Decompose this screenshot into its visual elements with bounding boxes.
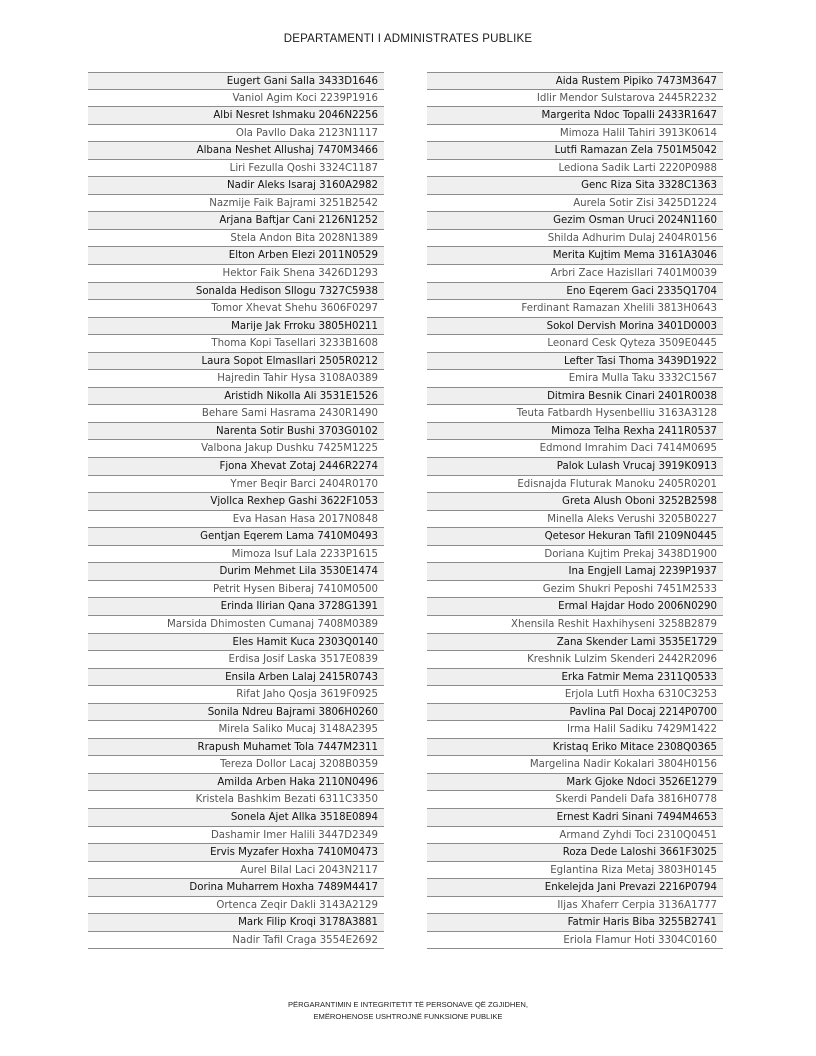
- list-item: Rrapush Muhamet Tola 7447M2311: [88, 739, 384, 757]
- list-item: Erka Fatmir Mema 2311Q0533: [427, 669, 723, 687]
- right-name-column: [427, 72, 723, 949]
- list-item: Hektor Faik Shena 3426D1293: [88, 265, 384, 283]
- list-item: Erjola Lutfi Hoxha 6310C3253: [427, 686, 723, 704]
- list-item: Eva Hasan Hasa 2017N0848: [88, 511, 384, 529]
- list-item: Ermal Hajdar Hodo 2006N0290: [427, 598, 723, 616]
- list-item: Behare Sami Hasrama 2430R1490: [88, 405, 384, 423]
- list-item: Marije Jak Frroku 3805H0211: [88, 318, 384, 336]
- list-item: Ina Engjell Lamaj 2239P1937: [427, 563, 723, 581]
- list-item: Narenta Sotir Bushi 3703G0102: [88, 423, 384, 441]
- list-item: Kristaq Eriko Mitace 2308Q0365: [427, 739, 723, 757]
- list-item: Lediona Sadik Larti 2220P0988: [427, 160, 723, 178]
- list-item: Eno Eqerem Gaci 2335Q1704: [427, 283, 723, 301]
- list-item: Albi Nesret Ishmaku 2046N2256: [88, 107, 384, 125]
- list-item: Greta Alush Oboni 3252B2598: [427, 493, 723, 511]
- list-item: Eglantina Riza Metaj 3803H0145: [427, 862, 723, 880]
- list-item: Margerita Ndoc Topalli 2433R1647: [427, 107, 723, 125]
- list-item: Ervis Myzafer Hoxha 7410M0473: [88, 844, 384, 862]
- list-item: Thoma Kopi Tasellari 3233B1608: [88, 335, 384, 353]
- list-item: Enkelejda Jani Prevazi 2216P0794: [427, 879, 723, 897]
- list-item: Lefter Tasi Thoma 3439D1922: [427, 353, 723, 371]
- list-item: Hajredin Tahir Hysa 3108A0389: [88, 370, 384, 388]
- list-item: Durim Mehmet Lila 3530E1474: [88, 563, 384, 581]
- list-item: Kreshnik Lulzim Skenderi 2442R2096: [427, 651, 723, 669]
- list-item: Valbona Jakup Dushku 7425M1225: [88, 440, 384, 458]
- list-item: Sonalda Hedison Sllogu 7327C5938: [88, 283, 384, 301]
- list-item: Nadir Aleks Isaraj 3160A2982: [88, 177, 384, 195]
- list-item: Aurel Bilal Laci 2043N2117: [88, 862, 384, 880]
- list-item: Vaniol Agim Koci 2239P1916: [88, 90, 384, 108]
- list-item: Elton Arben Elezi 2011N0529: [88, 247, 384, 265]
- list-item: Nadir Tafil Craga 3554E2692: [88, 932, 384, 950]
- list-item: Ymer Beqir Barci 2404R0170: [88, 476, 384, 494]
- list-item: Ernest Kadri Sinani 7494M4653: [427, 809, 723, 827]
- list-item: Fatmir Haris Biba 3255B2741: [427, 914, 723, 932]
- list-item: Aristidh Nikolla Ali 3531E1526: [88, 388, 384, 406]
- list-item: Ditmira Besnik Cinari 2401R0038: [427, 388, 723, 406]
- list-item: Lutfi Ramazan Zela 7501M5042: [427, 142, 723, 160]
- page-title: DEPARTAMENTI I ADMINISTRATES PUBLIKE: [283, 33, 533, 45]
- list-item: Minella Aleks Verushi 3205B0227: [427, 511, 723, 529]
- list-item: Palok Lulash Vrucaj 3919K0913: [427, 458, 723, 476]
- list-item: Doriana Kujtim Prekaj 3438D1900: [427, 546, 723, 564]
- list-item: Armand Zyhdi Toci 2310Q0451: [427, 827, 723, 845]
- list-item: Stela Andon Bita 2028N1389: [88, 230, 384, 248]
- list-item: Fjona Xhevat Zotaj 2446R2274: [88, 458, 384, 476]
- list-item: Gentjan Eqerem Lama 7410M0493: [88, 528, 384, 546]
- list-item: Zana Skender Lami 3535E1729: [427, 634, 723, 652]
- list-item: Vjollca Rexhep Gashi 3622F1053: [88, 493, 384, 511]
- list-item: Mirela Saliko Mucaj 3148A2395: [88, 721, 384, 739]
- list-item: Petrit Hysen Biberaj 7410M0500: [88, 581, 384, 599]
- list-item: Genc Riza Sita 3328C1363: [427, 177, 723, 195]
- list-item: Ensila Arben Lalaj 2415R0743: [88, 669, 384, 687]
- list-item: Dorina Muharrem Hoxha 7489M4417: [88, 879, 384, 897]
- list-item: Emira Mulla Taku 3332C1567: [427, 370, 723, 388]
- list-item: Mark Filip Kroqi 3178A3881: [88, 914, 384, 932]
- list-item: Ola Pavllo Daka 2123N1117: [88, 125, 384, 143]
- list-item: Xhensila Reshit Haxhihyseni 3258B2879: [427, 616, 723, 634]
- list-item: Irma Halil Sadiku 7429M1422: [427, 721, 723, 739]
- list-item: Qetesor Hekuran Tafil 2109N0445: [427, 528, 723, 546]
- list-item: Gezim Osman Uruci 2024N1160: [427, 212, 723, 230]
- left-name-column: [88, 72, 384, 949]
- list-item: Ortenca Zeqir Dakli 3143A2129: [88, 897, 384, 915]
- list-item: Dashamir Imer Halili 3447D2349: [88, 827, 384, 845]
- list-item: Arbri Zace Hazisllari 7401M0039: [427, 265, 723, 283]
- list-item: Sonela Ajet Allka 3518E0894: [88, 809, 384, 827]
- list-item: Rifat Jaho Qosja 3619F0925: [88, 686, 384, 704]
- list-item: Erinda Ilirian Qana 3728G1391: [88, 598, 384, 616]
- list-item: Edisnajda Fluturak Manoku 2405R0201: [427, 476, 723, 494]
- list-item: Eugert Gani Salla 3433D1646: [88, 72, 384, 90]
- list-item: Teuta Fatbardh Hysenbelliu 3163A3128: [427, 405, 723, 423]
- list-item: Marsida Dhimosten Cumanaj 7408M0389: [88, 616, 384, 634]
- footer-line-2: EMËROHENOSE USHTROJNË FUNKSIONE PUBLIKE: [313, 1012, 503, 1021]
- list-item: Mimoza Telha Rexha 2411R0537: [427, 423, 723, 441]
- list-item: Idlir Mendor Sulstarova 2445R2232: [427, 90, 723, 108]
- list-item: Merita Kujtim Mema 3161A3046: [427, 247, 723, 265]
- list-item: Shilda Adhurim Dulaj 2404R0156: [427, 230, 723, 248]
- list-item: Kristela Bashkim Bezati 6311C3350: [88, 791, 384, 809]
- list-item: Pavlina Pal Docaj 2214P0700: [427, 704, 723, 722]
- list-item: Skerdi Pandeli Dafa 3816H0778: [427, 791, 723, 809]
- list-item: Tomor Xhevat Shehu 3606F0297: [88, 300, 384, 318]
- list-item: Aurela Sotir Zisi 3425D1224: [427, 195, 723, 213]
- list-item: Mark Gjoke Ndoci 3526E1279: [427, 774, 723, 792]
- list-item: Nazmije Faik Bajrami 3251B2542: [88, 195, 384, 213]
- list-item: Margelina Nadir Kokalari 3804H0156: [427, 756, 723, 774]
- list-item: Eles Hamit Kuca 2303Q0140: [88, 634, 384, 652]
- list-item: Laura Sopot Elmasllari 2505R0212: [88, 353, 384, 371]
- list-item: Eriola Flamur Hoti 3304C0160: [427, 932, 723, 950]
- list-item: Leonard Cesk Qyteza 3509E0445: [427, 335, 723, 353]
- list-item: Erdisa Josif Laska 3517E0839: [88, 651, 384, 669]
- list-item: Liri Fezulla Qoshi 3324C1187: [88, 160, 384, 178]
- list-item: Albana Neshet Allushaj 7470M3466: [88, 142, 384, 160]
- list-item: Mimoza Halil Tahiri 3913K0614: [427, 125, 723, 143]
- list-item: Roza Dede Laloshi 3661F3025: [427, 844, 723, 862]
- list-item: Sonila Ndreu Bajrami 3806H0260: [88, 704, 384, 722]
- list-item: Iljas Xhaferr Cerpia 3136A1777: [427, 897, 723, 915]
- list-item: Sokol Dervish Morina 3401D0003: [427, 318, 723, 336]
- list-item: Mimoza Isuf Lala 2233P1615: [88, 546, 384, 564]
- list-item: Gezim Shukri Peposhi 7451M2533: [427, 581, 723, 599]
- list-item: Tereza Dollor Lacaj 3208B0359: [88, 756, 384, 774]
- list-item: Edmond Imrahim Daci 7414M0695: [427, 440, 723, 458]
- list-item: Arjana Baftjar Cani 2126N1252: [88, 212, 384, 230]
- list-item: Amilda Arben Haka 2110N0496: [88, 774, 384, 792]
- list-item: Aida Rustem Pipiko 7473M3647: [427, 72, 723, 90]
- list-item: Ferdinant Ramazan Xhelili 3813H0643: [427, 300, 723, 318]
- page-footer: [0, 999, 816, 1023]
- footer-line-1: PËRGARANTIMIN E INTEGRITETIT TË PERSONAVE QË ZGJIDHEN,: [287, 1000, 529, 1009]
